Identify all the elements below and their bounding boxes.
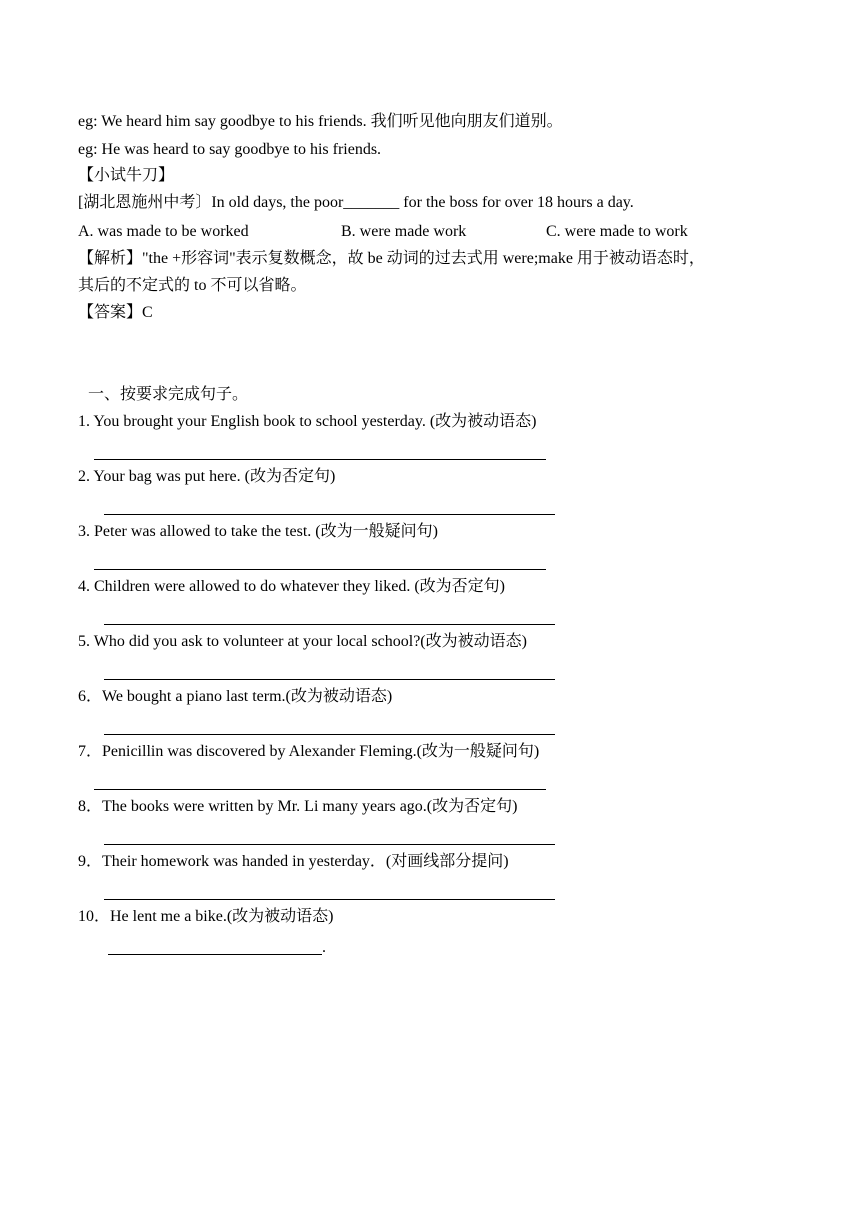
answer-blank-7[interactable] xyxy=(94,789,546,790)
answer-blank-1[interactable] xyxy=(94,459,546,460)
answer-blank-9[interactable] xyxy=(104,899,555,900)
example-line-2: eg: He was heard to say goodbye to his friends. xyxy=(78,141,382,158)
exercise-item-8: 8．The books were written by Mr. Li many years ago.(改为否定句) xyxy=(78,798,518,815)
answer-blank-4[interactable] xyxy=(104,624,555,625)
example-line-1: eg: We heard him say goodbye to his friends. 我们听见他向朋友们道别。 xyxy=(78,113,563,130)
exercise-item-2: 2. Your bag was put here. (改为否定句) xyxy=(78,468,336,485)
answer-blank-6[interactable] xyxy=(104,734,555,735)
analysis-line-1: 【解析】"the +形容词"表示复数概念，故 be 动词的过去式用 were;make 用于被动语态时， xyxy=(78,250,705,267)
answer-blank-3[interactable] xyxy=(94,569,546,570)
exercise-item-1: 1. You brought your English book to school yesterday. (改为被动语态) xyxy=(78,413,537,430)
answer-blank-10[interactable] xyxy=(108,954,322,955)
exercise-item-5: 5. Who did you ask to volunteer at your local school?(改为被动语态) xyxy=(78,633,527,650)
exercise-item-7: 7．Penicillin was discovered by Alexander Fleming.(改为一般疑问句) xyxy=(78,743,540,760)
exercise-title: 一、按要求完成句子。 xyxy=(88,386,249,403)
answer-blank-2[interactable] xyxy=(104,514,555,515)
analysis-line-2: 其后的不定式的 to 不可以省略。 xyxy=(78,277,307,294)
option-a: A. was made to be worked xyxy=(78,223,249,240)
exercise-item-6: 6．We bought a piano last term.(改为被动语态) xyxy=(78,688,393,705)
quiz-heading: 【小试牛刀】 xyxy=(78,167,175,184)
option-c: C. were made to work xyxy=(546,223,688,240)
exercise-item-3: 3. Peter was allowed to take the test. (改为一般疑问句) xyxy=(78,523,438,540)
answer-blank-8[interactable] xyxy=(104,844,555,845)
exercise-item-4: 4. Children were allowed to do whatever they liked. (改为否定句) xyxy=(78,578,506,595)
answer-blank-10-period: . xyxy=(322,939,326,956)
exercise-item-9: 9．Their homework was handed in yesterday．(对画线部分提问) xyxy=(78,853,509,870)
exercise-item-10: 10．He lent me a bike.(改为被动语态) xyxy=(78,908,334,925)
answer-blank-5[interactable] xyxy=(104,679,555,680)
answer-line: 【答案】C xyxy=(78,304,153,321)
quiz-question: [湖北恩施州中考〕In old days, the poor_______ for the boss for over 18 hours a day. xyxy=(78,194,634,211)
option-b: B. were made work xyxy=(341,223,467,240)
